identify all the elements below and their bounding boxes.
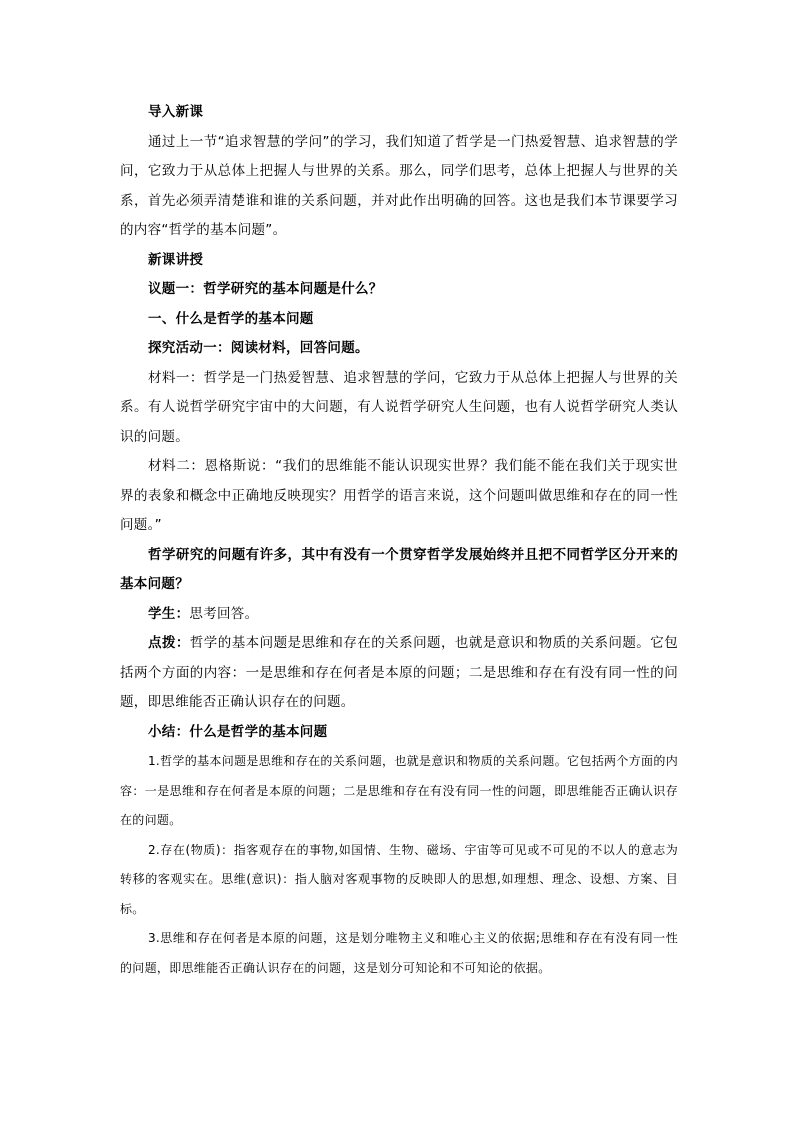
student-label: 学生： <box>148 605 190 622</box>
guide-paragraph <box>120 629 678 718</box>
summary-heading: 小结：什么是哲学的基本问题 <box>148 723 328 740</box>
new-lesson-heading: 新课讲授 <box>148 251 204 268</box>
key-question: 哲学研究的问题有许多，其中有没有一个贯穿哲学发展始终并且把不同哲学区分开来的基本问题？ <box>120 546 678 592</box>
intro-heading: 导入新课 <box>148 104 204 120</box>
guide-label: 点拨： <box>148 635 190 651</box>
topic1-heading: 议题一：哲学研究的基本问题是什么？ <box>148 281 383 297</box>
document-body <box>120 98 678 983</box>
student-text: 思考回答。 <box>189 605 259 622</box>
material-two: 材料二：恩格斯说：“我们的思维能不能认识现实世界？我们能不能在我们关于现实世界的表象和概念中正确地反映现实？用哲学的语言来说，这个问题叫做思维和存在的同一性问题。” <box>120 458 678 533</box>
student-line <box>120 600 678 630</box>
section1-heading: 一、什么是哲学的基本问题 <box>148 310 314 327</box>
activity1-heading: 探究活动一：阅读材料，回答问题。 <box>148 340 369 356</box>
summary-item-3: 3.思维和存在何者是本原的问题，这是划分唯物主义和唯心主义的依据;思维和存在有没有同一性的问题，即思维能否正确认识存在的问题，这是划分可知论和不可知论的依据。 <box>120 931 678 975</box>
intro-paragraph: 通过上一节“追求智慧的学问”的学习，我们知道了哲学是一门热爱智慧、追求智慧的学问，它致力于从总体上把握人与世界的关系。那么，同学们思考，总体上把握人与世界的关系，首先必须弄清楚谁和谁的关系问题，并对此作出明确的回答。这也是我们本节课要学习的内容“哲学的基本问题”。 <box>120 133 678 238</box>
guide-text: 哲学的基本问题是思维和存在的关系问题，也就是意识和物质的关系问题。它包括两个方面的内容：一是思维和存在何者是本原的问题；二是思维和存在有没有同一性的问题，即思维能否正确认识存在的问题。 <box>120 635 678 710</box>
summary-item-2: 2.存在(物质)：指客观存在的事物,如国情、生物、磁场、宇宙等可见或不可见的不以人的意志为转移的客观实在。思维(意识)：指人脑对客观事物的反映即人的思想,如理想、理念、设想、方案、目标。 <box>120 842 678 916</box>
summary-item-1: 1.哲学的基本问题是思维和存在的关系问题，也就是意识和物质的关系问题。它包括两个方面的内容：一是思维和存在何者是本原的问题；二是思维和存在有没有同一性的问题，即思维能否正确认识存在的问题。 <box>120 754 678 827</box>
material-one: 材料一：哲学是一门热爱智慧、追求智慧的学问，它致力于从总体上把握人与世界的关系。有人说哲学研究宇宙中的大问题，有人说哲学研究人生问题，也有人说哲学研究人类认识的问题。 <box>120 369 678 445</box>
